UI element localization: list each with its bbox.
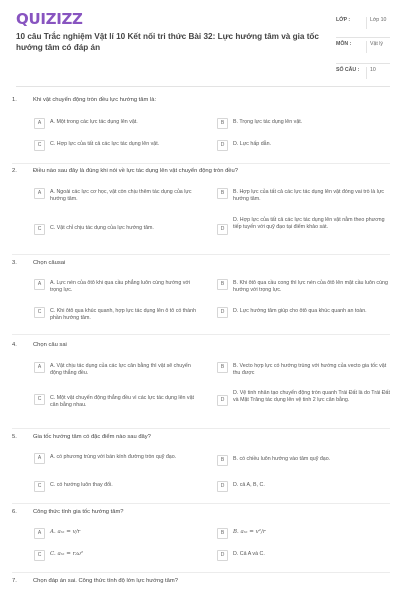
header-divider [16, 86, 390, 87]
meta-subject-row [336, 38, 390, 64]
option-c[interactable]: C C. aₕₜ = r.ω² [34, 550, 196, 561]
question-text: Công thức tính gia tốc hướng tâm? [33, 509, 124, 515]
option-b[interactable]: B B. có chiều luôn hướng vào tâm quỹ đạo. [217, 455, 392, 466]
question-divider [12, 572, 390, 573]
question-divider [12, 254, 390, 255]
question-text: Khi vật chuyển động tròn đều lực hướng tâm là: [33, 97, 157, 103]
option-b[interactable]: B B. Vecto hợp lực có hướng trùng với hướng của vecto gia tốc vật thu được [217, 362, 392, 377]
option-c[interactable]: C C. Hợp lực của tất cả các lực tác dụng lên vật. [34, 140, 196, 151]
meta-subject-label: MÔN : [336, 41, 352, 47]
worksheet-meta [336, 14, 390, 84]
option-d[interactable]: D D. Hợp lực của tất cả các lực tác dụng lên vật nằm theo phương tiếp tuyến với quỹ đạo tại điểm khảo sát. [217, 216, 392, 235]
option-d[interactable]: D D. Lực hấp dẫn. [217, 140, 392, 151]
meta-count-label: SỐ CÂU : [336, 67, 360, 73]
option-a[interactable]: A A. aₕₜ = v/r [34, 528, 196, 539]
meta-subject-value: Vật lý [366, 41, 383, 53]
option-d[interactable]: D D. Lực hướng tâm giúp cho ôtô qua khúc quanh an toàn. [217, 307, 392, 318]
question-number: 7. [12, 578, 17, 584]
option-a[interactable]: A A. Ngoài các lực cơ học, vật còn chịu thêm tác dụng của lực hướng tâm. [34, 188, 196, 203]
worksheet-header [0, 0, 400, 88]
quizizz-logo: QUIZIZZ [16, 10, 83, 28]
option-b[interactable]: B B. Hợp lực của tất cả các lực tác dụng lên vật đóng vai trò là lực hướng tâm. [217, 188, 392, 203]
meta-class-value: Lớp 10 [366, 17, 386, 29]
question-text: Chọn đáp án sai. Công thức tính độ lớn lực hướng tâm? [33, 578, 178, 584]
option-c[interactable]: C C. Vật chỉ chịu tác dụng của lực hướng tâm. [34, 224, 196, 235]
question-text: Chọn câusai [33, 260, 66, 266]
option-c[interactable]: C C. Một vật chuyển động thẳng đều vì các lực tác dụng lên vật cân bằng nhau. [34, 394, 196, 409]
worksheet-title: 10 câu Trắc nghiệm Vật lí 10 Kết nối tri thức Bài 32: Lực hướng tâm và gia tốc hướng tâm có đáp án [16, 32, 319, 52]
question-text: Chọn câu sai [33, 342, 67, 348]
meta-class-label: LỚP : [336, 17, 351, 23]
option-d[interactable]: D D. cả A, B, C. [217, 481, 392, 492]
option-b[interactable]: B B. Trọng lực tác dụng lên vật. [217, 118, 392, 129]
question-number: 2. [12, 168, 17, 174]
option-d[interactable]: D D. Cả A và C. [217, 550, 392, 561]
question-divider [12, 163, 390, 164]
question-number: 6. [12, 509, 17, 515]
question-number: 1. [12, 97, 17, 103]
meta-class-row [336, 14, 390, 38]
option-a[interactable]: A A. có phương trùng với bán kính đường tròn quỹ đạo. [34, 453, 196, 464]
question-divider [12, 334, 390, 335]
question-divider [12, 428, 390, 429]
question-divider [12, 503, 390, 504]
meta-count-row [336, 64, 390, 84]
question-text: Gia tốc hướng tâm có đặc điểm nào sau đây? [33, 434, 151, 440]
question-number: 5. [12, 434, 17, 440]
option-a[interactable]: A A. Vật chịu tác dụng của các lực cân bằng thì vật sẽ chuyển động thẳng đều. [34, 362, 196, 377]
meta-count-value: 10 [366, 67, 376, 79]
option-d[interactable]: D D. Vệ tinh nhân tạo chuyển động tròn quanh Trái Đất là do Trái Đất và Mặt Trăng tác dụng lên vệ tinh 2 lực cân bằng. [217, 389, 392, 406]
question-number: 3. [12, 260, 17, 266]
option-c[interactable]: C C. Khi ôtô qua khúc quanh, hợp lực tác dụng lên ô tô có thành phần hướng tâm. [34, 307, 196, 322]
question-text: Điều nào sau đây là đúng khi nói về lực tác dụng lên vật chuyển động tròn đều? [33, 168, 238, 174]
option-c[interactable]: C C. có hướng luôn thay đổi. [34, 481, 196, 492]
option-a[interactable]: A A. Lực nén của ôtô khi qua cầu phẳng luôn cùng hướng với trọng lực. [34, 279, 196, 294]
question-number: 4. [12, 342, 17, 348]
option-b[interactable]: B B. aₕₜ = v²/r [217, 528, 392, 539]
option-b[interactable]: B B. Khi ôtô qua cầu cong thì lực nén của ôtô lên mặt cầu luôn cùng hướng với trọng lực. [217, 279, 392, 294]
option-a[interactable]: A A. Một trong các lực tác dụng lên vật. [34, 118, 196, 129]
